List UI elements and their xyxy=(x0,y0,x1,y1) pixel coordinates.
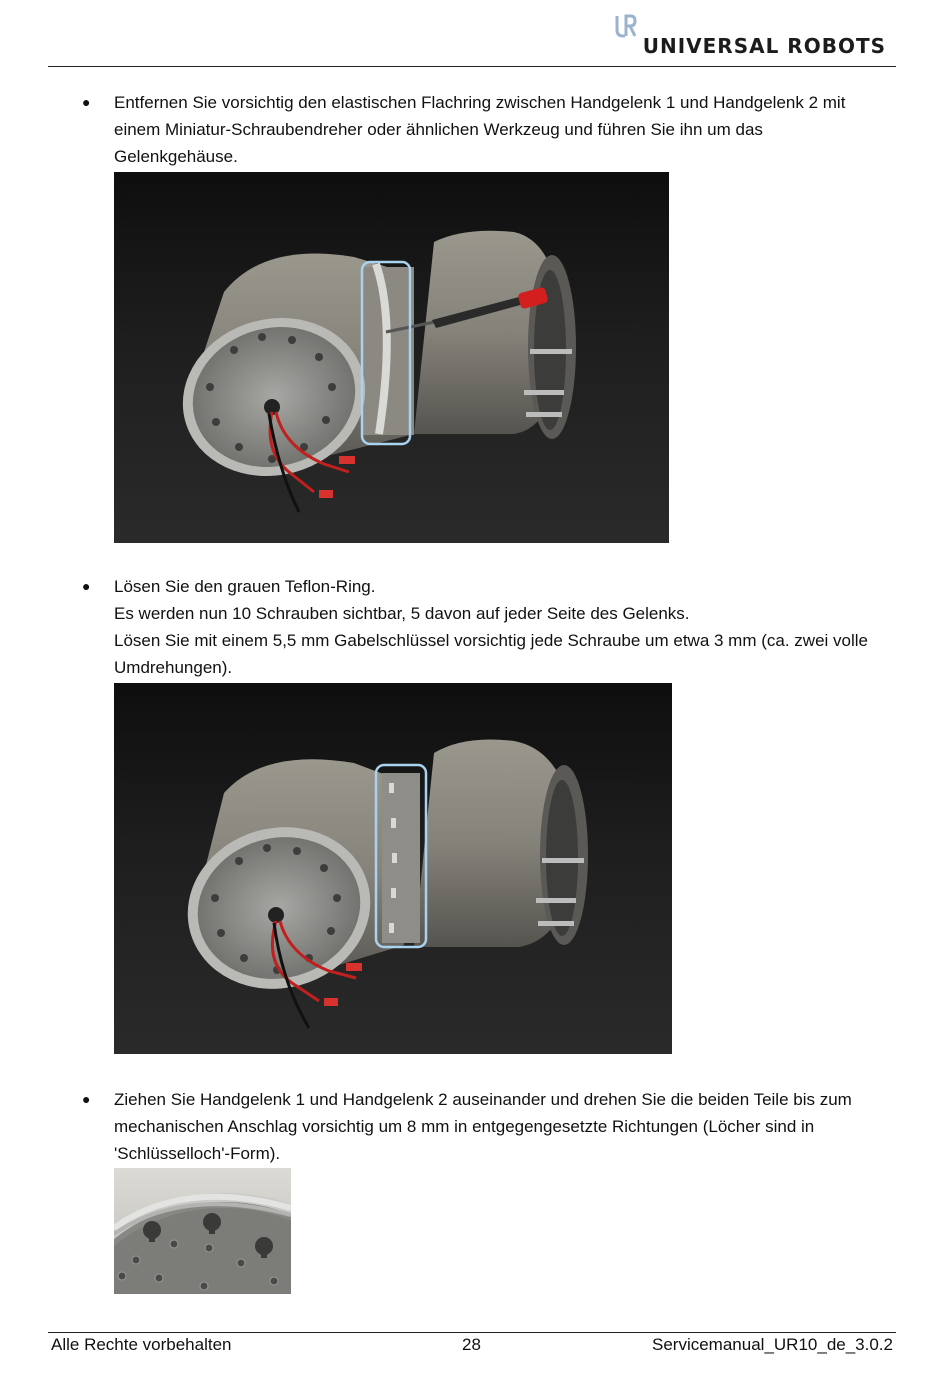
photo-flat-ring-removal xyxy=(114,172,669,543)
footer-rights: Alle Rechte vorbehalten xyxy=(51,1335,232,1354)
step-1 xyxy=(82,89,902,170)
text-line: Es werden nun 10 Schrauben sichtbar, 5 davon auf jeder Seite des Gelenks. xyxy=(114,604,690,623)
page-number: 28 xyxy=(462,1335,481,1354)
text-line: Umdrehungen). xyxy=(114,658,233,677)
document-id: Servicemanual_UR10_de_3.0.2 xyxy=(652,1335,893,1354)
text-line: Lösen Sie den grauen Teflon-Ring. xyxy=(114,577,376,596)
step-3 xyxy=(82,1086,902,1167)
step-2 xyxy=(82,573,902,681)
step-3-text xyxy=(114,1086,902,1167)
text-line: Entfernen Sie vorsichtig den elastischen Flachring zwischen Handgelenk 1 und Handgelenk 2 mit xyxy=(114,93,846,112)
text-line: einem Miniatur-Schraubendreher oder ähnlichen Werkzeug und führen Sie ihn um das xyxy=(114,120,763,139)
brand-name: UNIVERSAL ROBOTS xyxy=(642,34,886,58)
text-line: 'Schlüsselloch'-Form). xyxy=(114,1144,281,1163)
text-line: mechanischen Anschlag vorsichtig um 8 mm in entgegengesetzte Richtungen (Löcher sind in xyxy=(114,1117,815,1136)
step-1-text xyxy=(114,89,902,170)
photo-teflon-ring-removed xyxy=(114,683,672,1054)
text-line: Gelenkgehäuse. xyxy=(114,147,238,166)
brand-logo xyxy=(643,12,886,58)
page-footer xyxy=(48,1332,896,1354)
ur-logo-icon xyxy=(615,14,637,40)
page-header xyxy=(48,0,896,67)
bullet-icon: ● xyxy=(82,1091,91,1107)
bullet-icon: ● xyxy=(82,578,91,594)
photo-keyhole-detail xyxy=(114,1168,291,1294)
step-2-text xyxy=(114,573,902,681)
text-line: Ziehen Sie Handgelenk 1 und Handgelenk 2 auseinander und drehen Sie die beiden Teile bis zum xyxy=(114,1090,852,1109)
text-line: Lösen Sie mit einem 5,5 mm Gabelschlüssel vorsichtig jede Schraube um etwa 3 mm (ca. zwei volle xyxy=(114,631,868,650)
bullet-icon: ● xyxy=(82,94,91,110)
